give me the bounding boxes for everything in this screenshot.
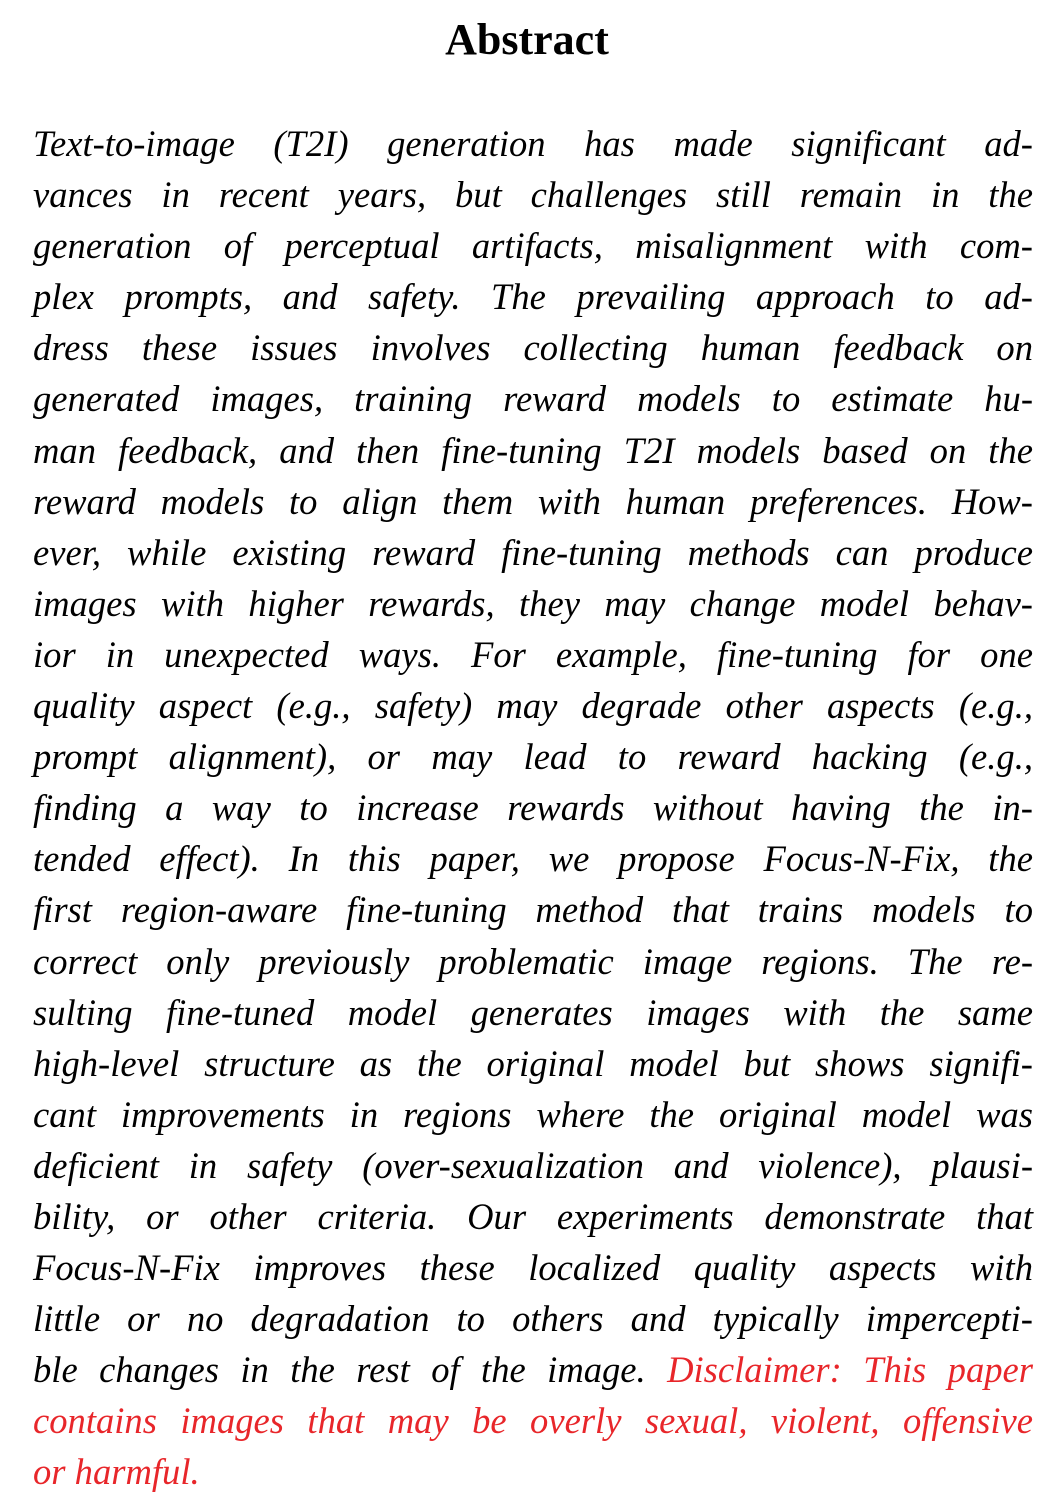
- abstract-line: quality aspect (e.g., safety) may degrade other aspects (e.g.,: [33, 685, 1033, 727]
- abstract-line: dress these issues involves collecting human feedback on: [33, 327, 1033, 369]
- abstract-line: reward models to align them with human preferences. How-: [33, 480, 1033, 522]
- abstract-line: generation of perceptual artifacts, misalignment with com-: [33, 225, 1033, 267]
- abstract-line: cant improvements in regions where the original model was: [33, 1093, 1033, 1135]
- disclaimer-text: Disclaimer: This paper: [667, 1349, 1033, 1391]
- abstract-line: Text-to-image (T2I) generation has made significant ad-: [33, 123, 1033, 164]
- abstract-line: images with higher rewards, they may change model behav-: [33, 582, 1033, 624]
- abstract-line: bility, or other criteria. Our experiments demonstrate that: [33, 1195, 1033, 1237]
- abstract-line: correct only previously problematic image regions. The re-: [33, 940, 1033, 982]
- abstract-line: deficient in safety (over-sexualization and violence), plausi-: [33, 1144, 1033, 1186]
- abstract-line: ior in unexpected ways. For example, fine-tuning for one: [33, 633, 1033, 675]
- abstract-body: [33, 118, 1033, 1498]
- disclaimer-line: or harmful.: [33, 1451, 200, 1493]
- abstract-line: tended effect). In this paper, we propose Focus-N-Fix, the: [33, 838, 1033, 880]
- abstract-line: Focus-N-Fix improves these localized quality aspects with: [33, 1247, 1033, 1289]
- abstract-line: sulting fine-tuned model generates images with the same: [33, 991, 1033, 1033]
- disclaimer-line: contains images that may be overly sexual, violent, offensive: [33, 1400, 1033, 1442]
- abstract-line: little or no degradation to others and typically impercepti-: [33, 1298, 1033, 1340]
- abstract-line: generated images, training reward models to estimate hu-: [33, 378, 1033, 420]
- abstract-line: plex prompts, and safety. The prevailing approach to ad-: [33, 276, 1033, 318]
- abstract-line: first region-aware fine-tuning method that trains models to: [33, 889, 1033, 931]
- abstract-line: vances in recent years, but challenges still remain in the: [33, 174, 1033, 216]
- abstract-heading: Abstract: [445, 15, 609, 64]
- abstract-line-text: ble changes in the rest of the image.: [33, 1349, 668, 1391]
- abstract-line: finding a way to increase rewards without having the in-: [33, 787, 1033, 829]
- abstract-line: ever, while existing reward fine-tuning methods can produce: [33, 531, 1033, 573]
- abstract-line: [33, 1344, 1033, 1395]
- abstract-line: man feedback, and then fine-tuning T2I models based on the: [33, 429, 1033, 471]
- abstract-line: high-level structure as the original model but shows signifi-: [33, 1042, 1033, 1084]
- abstract-line: prompt alignment), or may lead to reward hacking (e.g.,: [33, 736, 1033, 778]
